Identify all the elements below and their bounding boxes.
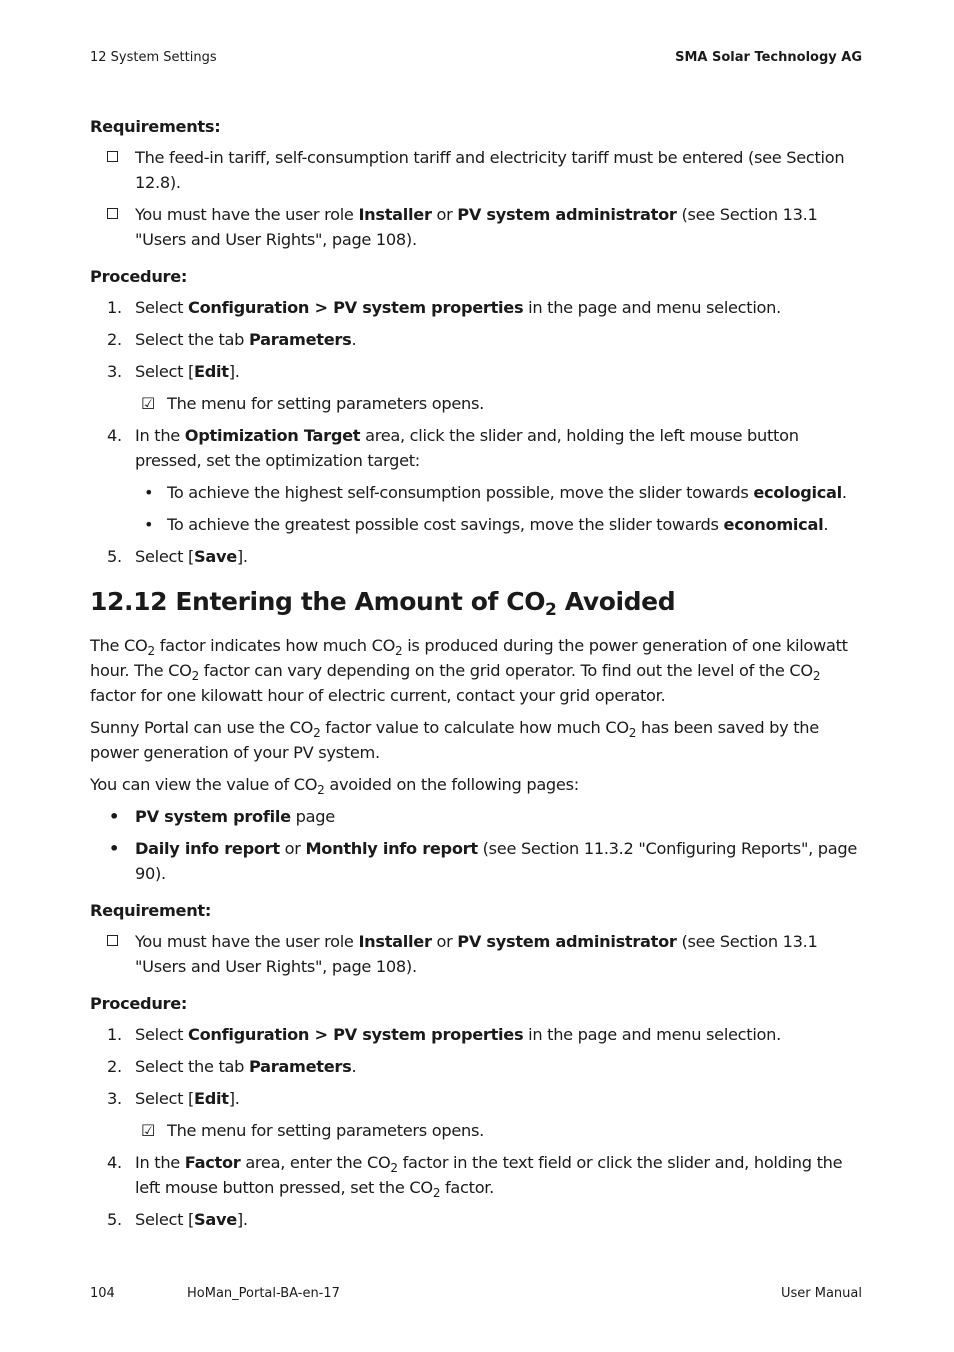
bullet-text: To achieve the highest self-consumption possible, move the slider towards [167, 483, 754, 502]
text: The CO [90, 636, 148, 655]
sub-bullet [90, 480, 866, 505]
role-pv-admin: PV system administrator [457, 205, 677, 224]
procedure-step [90, 1054, 866, 1079]
step-number: 5. [107, 1210, 122, 1229]
slider-label: ecological [753, 483, 842, 502]
step-text: factor in the text field or click the slider and, holding the left mouse button pressed, set the CO [135, 1153, 843, 1197]
step-number: 1. [107, 298, 122, 317]
step-number: 5. [107, 547, 122, 566]
checkbox-icon [107, 151, 118, 162]
step-number: 1. [107, 1025, 122, 1044]
subscript: 2 [628, 726, 637, 740]
text: factor indicates how much CO [154, 636, 396, 655]
procedure-step [90, 1207, 866, 1232]
step-result [90, 391, 866, 416]
section-title-text: Avoided [556, 587, 676, 616]
bullet-text: To achieve the greatest possible cost savings, move the slider towards [167, 515, 724, 534]
step-text: . [351, 330, 357, 349]
text: Sunny Portal can use the CO [90, 718, 314, 737]
step-text: Select [ [135, 362, 194, 381]
step-number: 2. [107, 330, 122, 349]
text: has been saved by the power generation of your PV system. [90, 718, 819, 762]
subscript: 2 [390, 1161, 398, 1175]
paragraph [90, 772, 866, 797]
subscript: 2 [812, 669, 821, 683]
step-text: factor. [440, 1178, 495, 1197]
requirement-heading: Requirement: [90, 901, 212, 920]
bullet-icon: • [109, 839, 120, 858]
bullet-text: . [823, 515, 829, 534]
subscript: 2 [313, 726, 321, 740]
step-text: ]. [228, 1089, 240, 1108]
text: factor value to calculate how much CO [320, 718, 629, 737]
sub-bullet [90, 512, 866, 537]
requirement-text: You must have the user role [135, 932, 359, 951]
step-text: Select [135, 1025, 188, 1044]
subscript: 2 [191, 669, 199, 683]
step-text: Select [ [135, 1089, 194, 1108]
bullet-text: . [841, 483, 847, 502]
subscript: 2 [395, 644, 403, 658]
requirements-heading: Requirements: [90, 117, 221, 136]
button-name: Save [194, 547, 237, 566]
footer-doc-type: User Manual [780, 1286, 862, 1301]
footer-doc-id: HoMan_Portal-BA-en-17 [187, 1286, 340, 1301]
procedure-step [90, 327, 866, 352]
button-name: Save [194, 1210, 237, 1229]
step-number: 3. [107, 362, 122, 381]
subscript: 2 [317, 783, 325, 797]
requirement-text: or [431, 932, 458, 951]
checked-box-icon: ☑ [141, 1121, 156, 1140]
procedure-step [90, 1086, 866, 1111]
header-chapter: 12 System Settings [90, 50, 217, 65]
menu-path: Configuration > PV system properties [187, 1025, 524, 1044]
procedure-step [90, 295, 866, 320]
step-number: 4. [107, 1153, 122, 1172]
page-name: PV system profile [135, 807, 291, 826]
page-content [90, 114, 866, 1239]
section-title [90, 587, 866, 625]
step-result [90, 1118, 866, 1143]
role-pv-admin: PV system administrator [457, 932, 677, 951]
result-text: The menu for setting parameters opens. [167, 394, 484, 413]
text: You can view the value of CO [90, 775, 318, 794]
subscript: 2 [147, 644, 155, 658]
section-title-text: 12.12 Entering the Amount of CO [90, 587, 546, 616]
tab-name: Parameters [248, 1057, 352, 1076]
bullet-icon: • [109, 807, 120, 826]
bullet-text: (see Section 11.3.2 "Configuring Reports", page 90). [135, 839, 858, 883]
requirement-item [90, 929, 866, 979]
role-installer: Installer [358, 205, 432, 224]
step-number: 2. [107, 1057, 122, 1076]
text: factor can vary depending on the grid operator. To find out the level of the CO [198, 661, 813, 680]
step-text: Select the tab [135, 330, 249, 349]
step-text: ]. [236, 547, 248, 566]
bullet-icon: • [144, 483, 154, 502]
step-number: 3. [107, 1089, 122, 1108]
requirement-text: or [431, 205, 458, 224]
procedure-heading: Procedure: [90, 994, 188, 1013]
tab-name: Parameters [248, 330, 352, 349]
step-text: In the [135, 426, 185, 445]
step-text: ]. [236, 1210, 248, 1229]
area-name: Factor [184, 1153, 241, 1172]
paragraph [90, 633, 866, 708]
step-text: area, enter the CO [240, 1153, 391, 1172]
requirement-text: You must have the user role [135, 205, 359, 224]
step-text: Select the tab [135, 1057, 249, 1076]
paragraph [90, 715, 866, 765]
step-text: . [351, 1057, 357, 1076]
bullet-text: or [279, 839, 306, 858]
slider-label: economical [723, 515, 824, 534]
area-name: Optimization Target [184, 426, 361, 445]
button-name: Edit [194, 362, 229, 381]
button-name: Edit [194, 1089, 229, 1108]
footer-page-number: 104 [90, 1286, 115, 1301]
step-text: in the page and menu selection. [523, 1025, 781, 1044]
requirement-text: (see Section 13.1 "Users and User Rights", page 108). [135, 932, 818, 976]
bullet-text: page [290, 807, 335, 826]
subscript: 2 [545, 600, 557, 620]
step-text: ]. [228, 362, 240, 381]
procedure-step [90, 359, 866, 384]
menu-path: Configuration > PV system properties [187, 298, 524, 317]
subscript: 2 [432, 1186, 441, 1200]
step-text: Select [ [135, 1210, 194, 1229]
bullet-item [90, 836, 866, 886]
step-text: area, click the slider and, holding the left mouse button pressed, set the optimization target: [135, 426, 799, 470]
text: is produced during the power generation of one kilowatt hour. The CO [90, 636, 848, 680]
requirement-item [90, 202, 866, 252]
bullet-icon: • [144, 515, 154, 534]
header-company: SMA Solar Technology AG [675, 50, 862, 65]
report-name: Daily info report [135, 839, 280, 858]
report-name: Monthly info report [305, 839, 478, 858]
checkbox-icon [107, 935, 118, 946]
procedure-step [90, 1150, 866, 1200]
step-text: Select [135, 298, 188, 317]
step-number: 4. [107, 426, 122, 445]
bullet-item [90, 804, 866, 829]
requirement-text: (see Section 13.1 "Users and User Rights", page 108). [135, 205, 818, 249]
procedure-heading: Procedure: [90, 267, 188, 286]
checkbox-icon [107, 208, 118, 219]
step-text: In the [135, 1153, 185, 1172]
procedure-step [90, 1022, 866, 1047]
procedure-step [90, 544, 866, 569]
text: factor for one kilowatt hour of electric current, contact your grid operator. [90, 686, 666, 705]
result-text: The menu for setting parameters opens. [167, 1121, 484, 1140]
checked-box-icon: ☑ [141, 394, 156, 413]
role-installer: Installer [358, 932, 432, 951]
requirement-text: The feed-in tariff, self-consumption tariff and electricity tariff must be entered (see Section 12.8). [135, 148, 845, 192]
requirement-item [90, 145, 866, 195]
step-text: in the page and menu selection. [523, 298, 781, 317]
text: avoided on the following pages: [324, 775, 579, 794]
procedure-step [90, 423, 866, 473]
step-text: Select [ [135, 547, 194, 566]
